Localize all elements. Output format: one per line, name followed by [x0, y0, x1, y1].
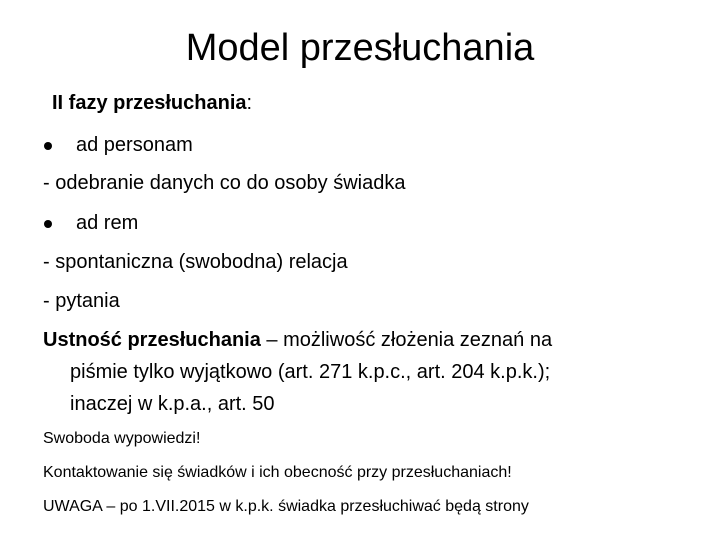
- oral-text-1: – możliwość złożenia zeznań na: [260, 329, 553, 351]
- detail-odebranie-danych: - odebranie danych co do osoby świadka: [43, 172, 406, 194]
- note-swoboda: Swoboda wypowiedzi!: [43, 430, 201, 447]
- oral-line-1: [43, 327, 552, 353]
- detail-spontaniczna-relacja: - spontaniczna (swobodna) relacja: [43, 251, 348, 273]
- detail-pytania: - pytania: [43, 290, 120, 312]
- bullet-dot-icon: [44, 220, 52, 228]
- phases-heading: II fazy przesłuchania: [52, 92, 247, 114]
- bullet-ad-personam: ad personam: [76, 134, 193, 156]
- bullet-ad-rem: ad rem: [76, 212, 139, 234]
- oral-heading: Ustność przesłuchania: [43, 329, 261, 351]
- oral-line-2: piśmie tylko wyjątkowo (art. 271 k.p.c., art. 204 k.p.k.);: [70, 361, 551, 383]
- bullet-dot-icon: [44, 142, 52, 150]
- note-kontaktowanie: Kontaktowanie się świadków i ich obecność przy przesłuchaniach!: [43, 464, 512, 481]
- note-uwaga: UWAGA – po 1.VII.2015 w k.p.k. świadka przesłuchiwać będą strony: [43, 498, 529, 515]
- slide-title: Model przesłuchania: [185, 27, 535, 69]
- oral-line-3: inaczej w k.p.a., art. 50: [70, 393, 275, 415]
- phases-line: [52, 90, 252, 116]
- phases-colon: :: [246, 92, 253, 114]
